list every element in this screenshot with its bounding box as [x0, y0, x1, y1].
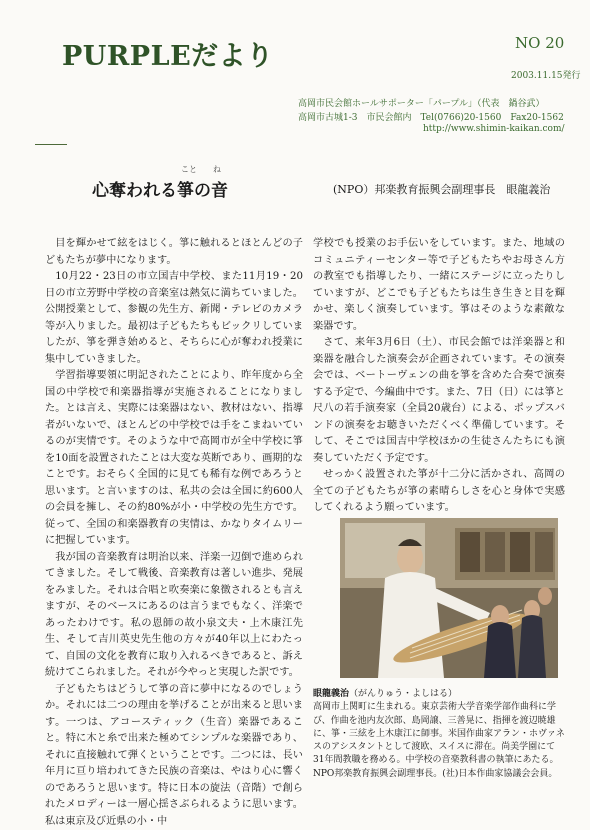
paragraph: 目を輝かせて絃をはじく。箏に触れるとほとんどの子どもたちが夢中になります。 — [45, 236, 303, 269]
newsletter-title: PURPLEだより — [62, 34, 274, 73]
paragraph: 子どもたちはどうして箏の音に夢中になるのでしょうか。それには二つの理由を挙げることが出来ると思います。一つは、アコースティック（生音）楽器であること。特に木と糸で出来た極めてシンプルな楽器であり、それに直接触れて弾くということです。二つには、長い年月に亘り培われてきた民族の音楽は、やはり心に響くのであろうと思います。特に日本の旋法（音階）で創られたメロディーは一層心揺さぶられるように思います。私は東京及び近県の小・中 — [45, 682, 303, 830]
header-divider — [35, 144, 67, 145]
author-profile — [313, 688, 565, 800]
issue-number: NO 20 — [515, 34, 564, 52]
issue-date: 2003.11.15発行 — [511, 68, 581, 81]
paragraph: せっかく設置された箏が十二分に活かされ、高岡の全ての子どもたちが箏の素晴らしさを心と身体で実感してくれるよう願っています。 — [313, 467, 565, 517]
profile-reading: （がんりゅう・よしはる） — [349, 689, 457, 699]
paragraph: 学校でも授業のお手伝いをしています。また、地域のコミュニティーセンター等で子どもたちやお母さん方の教室でも指導したり、一緒にステージに立ったりしていますが、どこでも子どもたちは生き生きと目を輝かせ、楽しく演奏しています。箏はそのような素敵な楽器です。 — [313, 236, 565, 335]
publisher-name: 高岡市民会館ホールサポーター「パープル」（代表 鍋谷武） — [298, 96, 545, 109]
profile-bio: 高岡市上関町に生まれる。東京芸術大学音楽学部作曲科に学び、作曲を池内友次郎、島岡譲、三善晃に、指揮を渡辺暁雄に、箏・三絃を上木康江に師事。米国作曲家アラン・ホヴァネスのアシスタントとして渡欧、スイスに滞在。尚美学園にて31年間教職を務める。中学校の音楽教科書の執筆にあたる。 — [313, 702, 565, 765]
article-column-left — [45, 236, 303, 802]
publisher-address: 高岡市古城1-3 市民会館内 Tel(0766)20-1560 Fax20-1562 — [298, 110, 564, 123]
article-title: 心奪われる箏の音 — [92, 176, 228, 201]
paragraph: さて、来年3月6日（土）、市民会館では洋楽器と和楽器を融合した演奏会が企画されています。その演奏会では、ベートーヴェンの曲を箏を含めた合奏で演奏する予定で、今編曲中です。また、7日（日）には箏と尺八の若手演奏家（全員20歳台）による、ポップスバンドの演奏をお聴きいただくべく準備しています。そして、そこでは国吉中学校ほかの生徒さんたちにも演奏していただく予定です。 — [313, 335, 565, 467]
title-ruby: こと ね — [181, 164, 221, 175]
photo-illustration — [340, 518, 558, 678]
paragraph: 10月22・23日の市立国吉中学校、また11月19・20日の市立芳野中学校の音楽室は熱気に満ちていました。公開授業として、参観の先生方、新聞・テレビのカメラ等が入りました。最初は子どもたちもビックリしていましたが、箏を弾き始めると、そちらに心が奪われ授業に集中していきました。 — [45, 269, 303, 368]
profile-name: 眼龍義治 — [313, 689, 349, 699]
profile-affiliation: NPO邦楽教育振興会副理事長。(社)日本作曲家協議会会員。 — [313, 769, 557, 779]
article-byline: (NPO）邦楽教育振興会副理事長 眼龍義治 — [333, 181, 550, 197]
publisher-url[interactable]: http://www.shimin-kaikan.com/ — [423, 124, 565, 134]
paragraph: 学習指導要領に明記されたことにより、昨年度から全国の中学校で和楽器指導が実施されることになりました。とは言え、実際には楽器はない、教材はない、指導者がいないで、ほとんどの中学校では手をこまねいているのが実情です。そのような中で高岡市が全中学校に箏を10面を設置されたことは大変な英断であり、画期的なことです。おそらく全国的に見ても稀有な例であろうと思います。と言いますのは、私共の会は全国に約600人の会員を擁し、その約80%が小・中学校の先生方です。従って、全国の和楽器教育の実情は、かなりタイムリーに把握しています。 — [45, 368, 303, 550]
author-teaching-photo — [340, 518, 558, 678]
paragraph: 我が国の音楽教育は明治以来、洋楽一辺倒で進められてきました。そして戦後、音楽教育は著しい進歩、発展をみました。それは合唱と吹奏楽に象徴されるとも言えますが、そのベースにあるのは言うまでもなく、洋楽であったわけです。私の恩師の故小泉文夫・上木康江先生、そして吉川英史先生他の方々が40年以上にわたって、自国の文化を教育に取り入れるべきであると、訴え続けてこられました。それが今やっと実現した訳です。 — [45, 550, 303, 682]
article-column-right — [313, 236, 565, 500]
